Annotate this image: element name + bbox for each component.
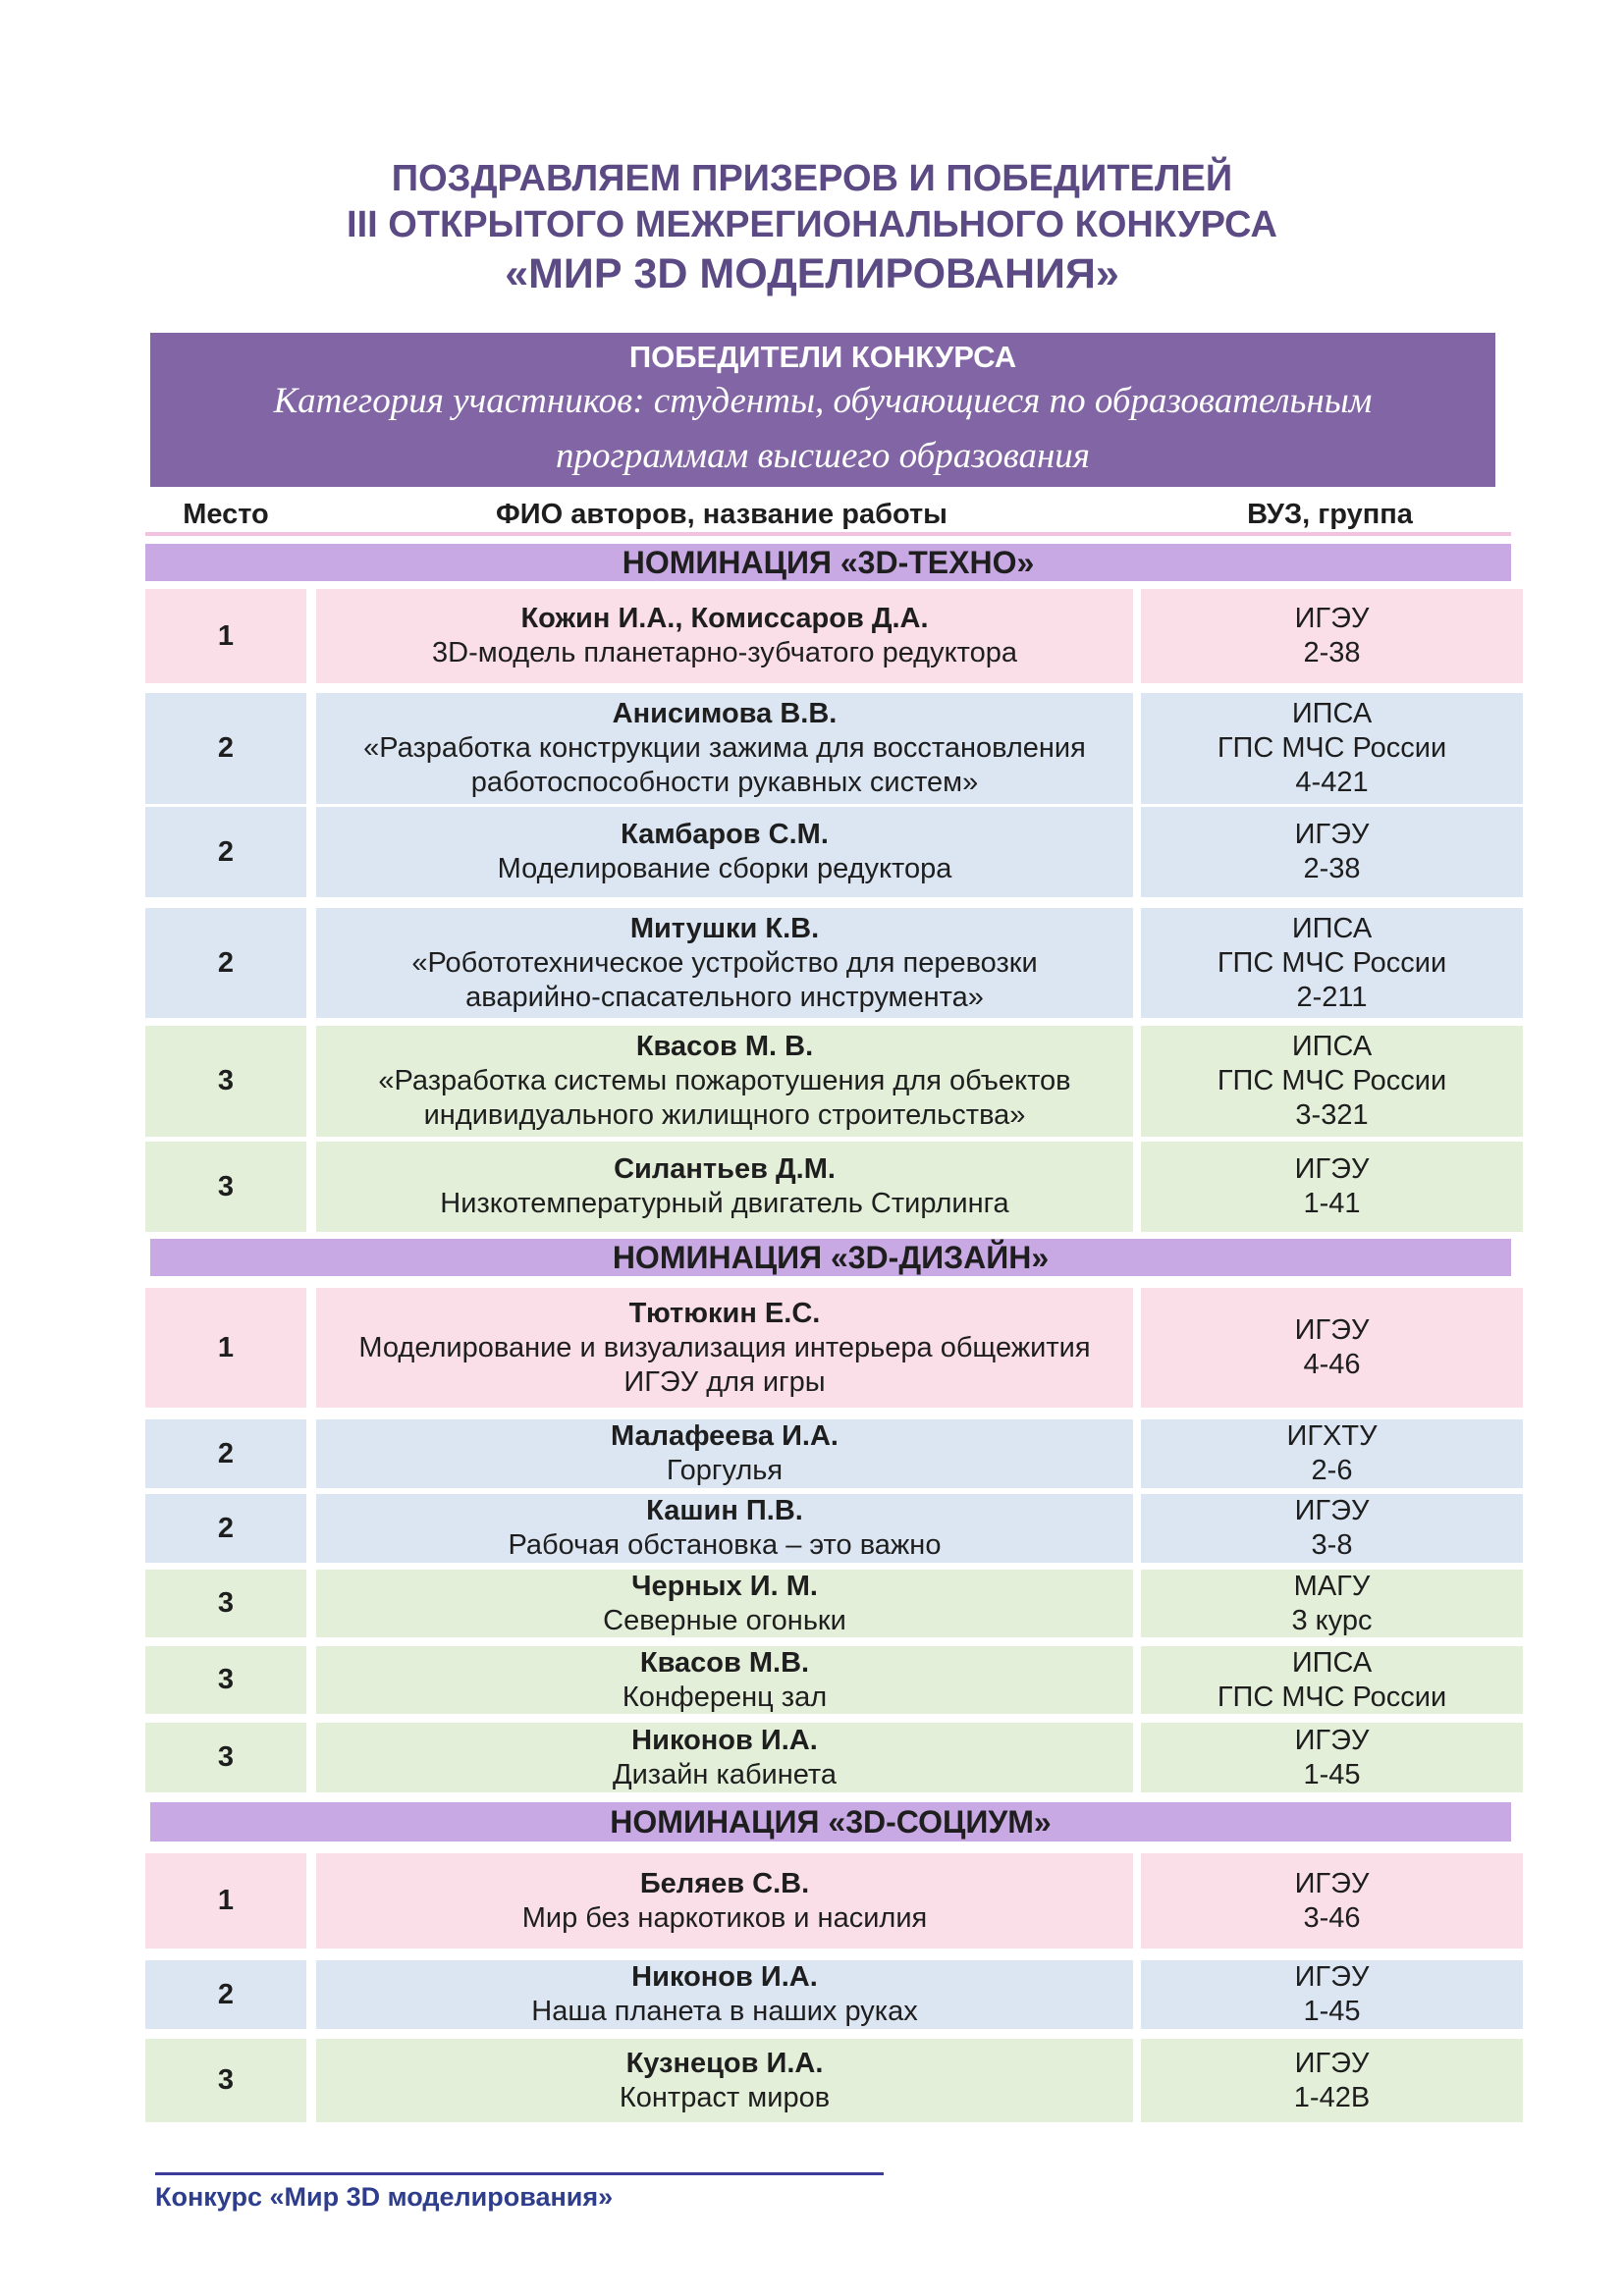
nomination-bar: НОМИНАЦИЯ «3D-СОЦИУМ» — [150, 1802, 1511, 1842]
university-line: 1-45 — [1303, 1758, 1361, 1790]
authors-cell — [316, 908, 1133, 1018]
place-cell — [145, 1570, 306, 1637]
university-line: 2-38 — [1303, 853, 1361, 884]
university-cell — [1141, 1646, 1523, 1714]
place-number: 1 — [217, 1331, 235, 1363]
place-number: 1 — [217, 1885, 235, 1916]
university-line: 3-46 — [1303, 1901, 1361, 1934]
authors-cell — [316, 1494, 1133, 1563]
author-names: Тютюкин Е.С. — [628, 1297, 821, 1329]
authors-cell — [316, 693, 1133, 804]
author-names: Анисимова В.В. — [612, 698, 838, 729]
place-number: 3 — [217, 1065, 235, 1096]
place-cell — [145, 908, 306, 1018]
author-names: Кашин П.В. — [646, 1495, 803, 1526]
author-names: Кожин И.А., Комиссаров Д.А. — [520, 603, 929, 634]
university-line: ИПСА — [1291, 698, 1373, 729]
author-names: Кузнецов И.А. — [625, 2047, 824, 2079]
authors-cell — [316, 1419, 1133, 1488]
university-line: ИГЭУ — [1294, 1867, 1370, 1899]
authors-cell — [316, 1646, 1133, 1714]
place-cell — [145, 693, 306, 804]
work-title-line: «Разработка системы пожаротушения для объектов — [378, 1065, 1071, 1096]
work-title-line: работоспособности рукавных систем» — [470, 767, 979, 798]
place-cell — [145, 1026, 306, 1137]
university-line: 4-46 — [1303, 1349, 1361, 1380]
nomination-bar: НОМИНАЦИЯ «3D-ДИЗАЙН» — [150, 1239, 1511, 1276]
place-number: 1 — [217, 619, 235, 652]
place-cell — [145, 1494, 306, 1563]
university-cell — [1141, 2039, 1523, 2122]
authors-cell — [316, 1723, 1133, 1792]
place-cell — [145, 589, 306, 683]
author-names: Силантьев Д.М. — [614, 1153, 836, 1185]
place-cell — [145, 2039, 306, 2122]
place-cell — [145, 1419, 306, 1488]
university-line: 1-41 — [1303, 1188, 1361, 1219]
nomination-bar: НОМИНАЦИЯ «3D-ТЕХНО» — [145, 544, 1511, 581]
university-line: ИГЭУ — [1294, 1961, 1370, 1993]
university-cell — [1141, 1494, 1523, 1563]
work-title-line: Горгулья — [666, 1455, 784, 1486]
university-line: 1-45 — [1303, 1996, 1361, 2027]
place-number: 2 — [217, 946, 235, 979]
work-title-line: Наша планета в наших руках — [531, 1996, 918, 2027]
university-line: ИПСА — [1291, 1646, 1373, 1679]
university-line: ГПС МЧС России — [1217, 732, 1447, 764]
author-names: Квасов М. В. — [635, 1031, 814, 1062]
university-line: 2-6 — [1311, 1455, 1353, 1486]
university-line: МАГУ — [1293, 1570, 1371, 1602]
university-cell — [1141, 589, 1523, 683]
page-title-contest-name: «МИР 3D МОДЕЛИРОВАНИЯ» — [505, 250, 1119, 297]
university-line: 4-421 — [1295, 767, 1369, 798]
work-title-line: Дизайн кабинета — [612, 1758, 838, 1790]
place-cell — [145, 1142, 306, 1232]
university-cell — [1141, 1570, 1523, 1637]
university-line: 2-38 — [1303, 637, 1361, 668]
university-cell — [1141, 1288, 1523, 1408]
university-line: 1-42В — [1293, 2081, 1371, 2113]
footer-text: Конкурс «Мир 3D моделирования» — [155, 2182, 614, 2212]
author-names: Черных И. М. — [631, 1570, 818, 1602]
place-number: 2 — [217, 835, 235, 868]
work-title-line: Контраст миров — [619, 2081, 831, 2113]
author-names: Никонов И.А. — [631, 1961, 818, 1993]
authors-cell — [316, 589, 1133, 683]
university-line: ИГЭУ — [1294, 1495, 1370, 1526]
authors-cell — [316, 1570, 1133, 1637]
work-title-line: Северные огоньки — [603, 1604, 846, 1636]
place-cell — [145, 1646, 306, 1714]
column-header-university: ВУЗ, группа — [1247, 499, 1413, 530]
university-line: ГПС МЧС России — [1217, 1681, 1447, 1713]
authors-cell — [316, 807, 1133, 897]
university-line: 3 курс — [1291, 1604, 1373, 1636]
footer-rule — [155, 2172, 884, 2175]
work-title-line: Моделирование сборки редуктора — [497, 853, 952, 884]
work-title-line: «Разработка конструкции зажима для восстановления — [363, 732, 1086, 764]
university-line: ГПС МЧС России — [1217, 1065, 1447, 1096]
university-cell — [1141, 1960, 1523, 2029]
university-cell — [1141, 1026, 1523, 1137]
university-line: ИГХТУ — [1286, 1420, 1378, 1452]
university-line: ИГЭУ — [1294, 1314, 1370, 1346]
place-number: 2 — [217, 732, 235, 764]
authors-cell — [316, 1853, 1133, 1949]
place-cell — [145, 1723, 306, 1792]
participant-category: Категория участников: студенты, обучающиеся по образовательным программам высшего образования — [273, 381, 1373, 476]
page-title-line-1: ПОЗДРАВЛЯЕМ ПРИЗЕРОВ И ПОБЕДИТЕЛЕЙ — [391, 158, 1233, 199]
header-divider — [145, 532, 1511, 536]
work-title-line: индивидуального жилищного строительства» — [423, 1099, 1026, 1131]
place-cell — [145, 1288, 306, 1408]
work-title-line: 3D-модель планетарно-зубчатого редуктора — [432, 637, 1017, 668]
place-number: 2 — [217, 1437, 235, 1469]
university-line: ИГЭУ — [1294, 1724, 1370, 1756]
place-number: 3 — [217, 2064, 235, 2096]
place-cell — [145, 807, 306, 897]
place-number: 2 — [217, 1512, 235, 1544]
authors-cell — [316, 1960, 1133, 2029]
place-number: 3 — [217, 1587, 235, 1619]
work-title-line: ИГЭУ для игры — [623, 1365, 826, 1398]
university-line: ГПС МЧС России — [1217, 946, 1447, 979]
university-line: ИГЭУ — [1294, 819, 1370, 850]
author-names: Никонов И.А. — [631, 1724, 818, 1756]
work-title-line: Моделирование и визуализация интерьера общежития — [358, 1331, 1091, 1363]
column-header-place: Место — [183, 499, 269, 530]
university-cell — [1141, 908, 1523, 1018]
university-cell — [1141, 1142, 1523, 1232]
university-cell — [1141, 693, 1523, 804]
work-title-line: аварийно-спасательного инструмента» — [465, 981, 984, 1013]
author-names: Малафеева И.А. — [611, 1420, 839, 1452]
university-line: 2-211 — [1296, 981, 1368, 1013]
column-header-authors: ФИО авторов, название работы — [496, 499, 947, 530]
place-number: 3 — [217, 1664, 235, 1695]
winners-heading: ПОБЕДИТЕЛИ КОНКУРСА — [628, 340, 1017, 374]
place-number: 3 — [217, 1170, 235, 1202]
university-line: ИПСА — [1291, 912, 1373, 944]
university-line: ИПСА — [1291, 1031, 1373, 1062]
university-line: ИГЭУ — [1294, 2047, 1370, 2079]
university-cell — [1141, 1853, 1523, 1949]
work-title-line: Конференц зал — [622, 1681, 828, 1713]
place-cell — [145, 1853, 306, 1949]
authors-cell — [316, 2039, 1133, 2122]
university-line: ИГЭУ — [1294, 1153, 1370, 1185]
author-names: Камбаров С.М. — [621, 819, 829, 850]
author-names: Митушки К.В. — [629, 912, 820, 944]
work-title-line: Мир без наркотиков и насилия — [521, 1901, 928, 1934]
authors-cell — [316, 1142, 1133, 1232]
university-cell — [1141, 1419, 1523, 1488]
place-number: 3 — [217, 1741, 235, 1773]
university-line: 3-321 — [1295, 1099, 1369, 1131]
work-title-line: Низкотемпературный двигатель Стирлинга — [440, 1188, 1009, 1219]
university-cell — [1141, 1723, 1523, 1792]
work-title-line: Рабочая обстановка – это важно — [508, 1529, 942, 1561]
university-cell — [1141, 807, 1523, 897]
university-line: 3-8 — [1311, 1529, 1353, 1561]
place-number: 2 — [217, 1978, 235, 2010]
author-names: Квасов М.В. — [639, 1646, 810, 1679]
university-line: ИГЭУ — [1294, 603, 1370, 634]
place-cell — [145, 1960, 306, 2029]
page-title-line-2: III ОТКРЫТОГО МЕЖРЕГИОНАЛЬНОГО КОНКУРСА — [347, 204, 1277, 245]
authors-cell — [316, 1026, 1133, 1137]
author-names: Беляев С.В. — [639, 1867, 810, 1899]
work-title-line: «Робототехническое устройство для перевозки — [411, 946, 1038, 979]
winners-banner — [150, 333, 1495, 487]
authors-cell — [316, 1288, 1133, 1408]
